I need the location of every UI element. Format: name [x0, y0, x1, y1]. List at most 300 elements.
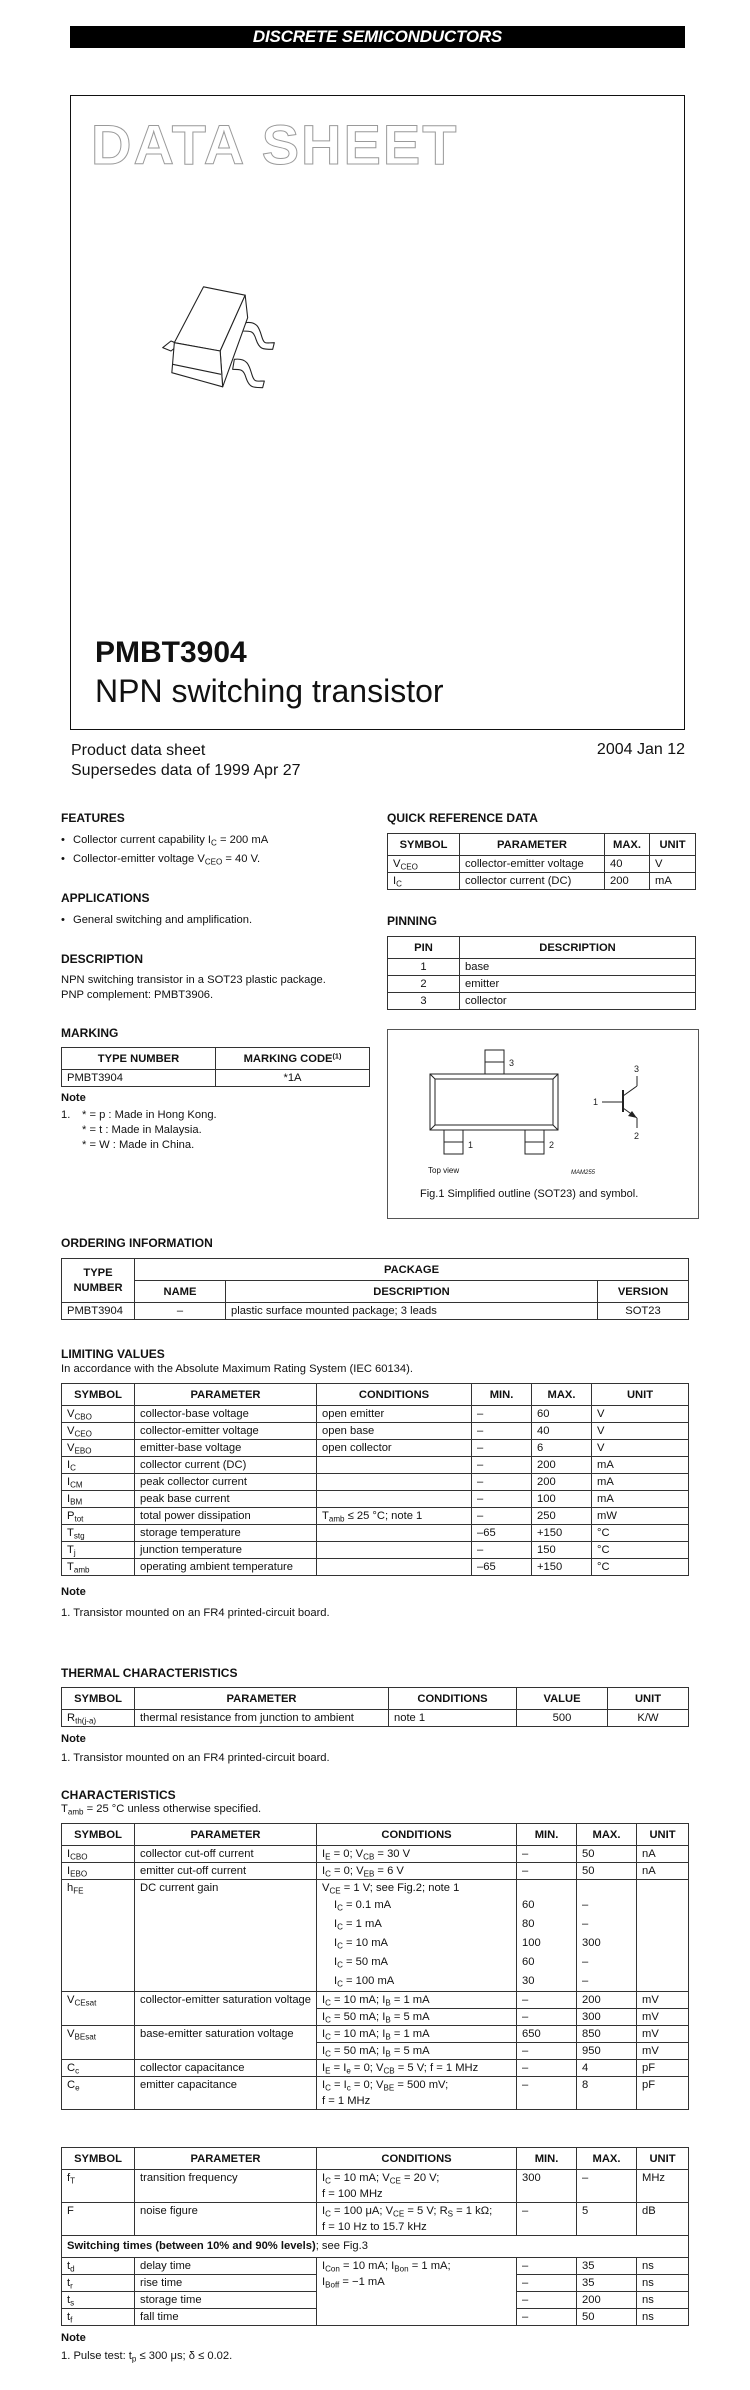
applications-heading: APPLICATIONS: [61, 891, 150, 905]
unit: mA: [650, 873, 696, 890]
parameter: transition frequency: [135, 2170, 317, 2203]
parameter: fall time: [135, 2309, 317, 2326]
order-name: –: [135, 1303, 226, 1320]
limiting-note-heading: Note: [61, 1586, 86, 1598]
col-unit: UNIT: [650, 834, 696, 856]
marking-note-heading: Note: [61, 1092, 86, 1104]
parameter: noise figure: [135, 2203, 317, 2236]
pin: 1: [388, 959, 460, 976]
section-banner: DISCRETE SEMICONDUCTORS: [70, 26, 685, 48]
max: 200: [532, 1474, 592, 1491]
col-max: MAX.: [577, 2148, 637, 2170]
col-description: DESCRIPTION: [226, 1281, 598, 1303]
symbol: $I_{BM}$: [62, 1491, 135, 1508]
symbol: $C_e$: [62, 2077, 135, 2110]
marking-heading: MARKING: [61, 1026, 119, 1040]
col-symbol: SYMBOL: [62, 1688, 135, 1710]
unit: mW: [592, 1508, 689, 1525]
conditions: [317, 1525, 472, 1542]
table-row: [62, 1406, 689, 1423]
conditions: $I_E = I_e = 0$; $V_{CB} = 5$ V; f = 1 MHz: [317, 2060, 517, 2077]
min: –: [517, 1863, 577, 1880]
max: 200: [605, 873, 650, 890]
max: 50: [577, 1863, 637, 1880]
min: –: [472, 1406, 532, 1423]
col-max: MAX.: [605, 834, 650, 856]
parameter: collector cut-off current: [135, 1846, 317, 1863]
conditions: $I_C = 50$ mA; $I_B = 5$ mA: [317, 2043, 517, 2060]
data-sheet-watermark: DATA SHEET: [91, 113, 459, 176]
pinning-section: [387, 914, 699, 1010]
min: –: [472, 1491, 532, 1508]
parameter: delay time: [135, 2258, 317, 2275]
table-row: [388, 959, 696, 976]
parameter: rise time: [135, 2275, 317, 2292]
unit: ns: [637, 2275, 689, 2292]
table-row: [62, 2203, 689, 2236]
col-parameter: PARAMETER: [135, 1824, 317, 1846]
conditions: [317, 1491, 472, 1508]
doc-date: 2004 Jan 12: [596, 741, 685, 758]
parameter: collector-emitter saturation voltage: [135, 1992, 317, 2026]
thermal-heading: THERMAL CHARACTERISTICS: [61, 1666, 238, 1680]
unit: ns: [637, 2258, 689, 2275]
col-max: MAX.: [577, 1824, 637, 1846]
min: –65: [472, 1559, 532, 1576]
min: –: [517, 2009, 577, 2026]
symbol: $I_{CM}$: [62, 1474, 135, 1491]
col-unit: UNIT: [592, 1384, 689, 1406]
pin-label: 3: [509, 1058, 515, 1068]
conditions: open base: [317, 1423, 472, 1440]
conditions: [317, 1542, 472, 1559]
conditions: [317, 1474, 472, 1491]
min: –: [517, 2258, 577, 2275]
conditions: $V_{CE} = 1$ V; see Fig.2; note 1 $I_C = 0.1$ mA $I_C = 1$ mA $I_C = 10$ mA $I_C = 50$ mA $I_C = 100$ mA: [317, 1880, 517, 1992]
max: 5: [577, 2203, 637, 2236]
unit: mV: [637, 2009, 689, 2026]
table-row: [62, 2026, 689, 2043]
thermal-note: 1. Transistor mounted on an FR4 printed-circuit board.: [61, 1752, 330, 1764]
feature-item: • Collector-emitter voltage $V_{CEO} = 40$ V.: [61, 850, 371, 869]
col-package: PACKAGE: [135, 1259, 689, 1281]
symbol: $T_j$: [62, 1542, 135, 1559]
min: –: [517, 2309, 577, 2326]
col-unit: UNIT: [637, 1824, 689, 1846]
symbol: $t_s$: [62, 2292, 135, 2309]
limiting-values-table: [61, 1383, 689, 1576]
doc-type: Product data sheet: [71, 742, 206, 759]
order-version: SOT23: [598, 1303, 689, 1320]
unit: °C: [592, 1542, 689, 1559]
thermal-table: [61, 1687, 689, 1727]
min: 650: [517, 2026, 577, 2043]
sot23-package-drawing: [131, 266, 301, 416]
min: –65: [472, 1525, 532, 1542]
min: –: [517, 2077, 577, 2110]
max: – – 300 – –: [577, 1880, 637, 1992]
application-item: • General switching and amplification.: [61, 911, 371, 930]
col-description: DESCRIPTION: [460, 937, 696, 959]
pinning-heading: PINNING: [387, 914, 438, 928]
parameter: emitter capacitance: [135, 2077, 317, 2110]
characteristics-intro: $T_{amb} = 25$ °C unless otherwise specified.: [61, 1803, 262, 1817]
conditions: $T_{amb} \le 25$ °C; note 1: [317, 1508, 472, 1525]
conditions: $I_C = 0$; $V_{EB} = 6$ V: [317, 1863, 517, 1880]
applications-list: [61, 911, 371, 930]
pinning-table: [387, 936, 696, 1010]
table-row: [62, 1508, 689, 1525]
part-number: PMBT3904: [95, 636, 247, 669]
description-line: PNP complement: PMBT3906.: [61, 989, 214, 1001]
parameter: thermal resistance from junction to ambient: [135, 1710, 389, 1727]
col-unit: UNIT: [608, 1688, 689, 1710]
unit: mV: [637, 2026, 689, 2043]
parameter: emitter cut-off current: [135, 1863, 317, 1880]
max: 6: [532, 1440, 592, 1457]
parameter: operating ambient temperature: [135, 1559, 317, 1576]
pin-label: 2: [634, 1131, 640, 1141]
table-row: [62, 1457, 689, 1474]
col-type-number: TYPE NUMBER: [62, 1259, 135, 1303]
symbol: $V_{BEsat}$: [62, 2026, 135, 2060]
max: +150: [532, 1525, 592, 1542]
table-row: [62, 1525, 689, 1542]
unit: mA: [592, 1491, 689, 1508]
pin-label: 3: [634, 1064, 640, 1074]
switching-times-heading: Switching times (between 10% and 90% levels); see Fig.3: [62, 2236, 689, 2258]
limiting-values-section: [61, 1347, 689, 1621]
part-subtitle: NPN switching transistor: [95, 673, 444, 709]
unit: dB: [637, 2203, 689, 2236]
min: –: [472, 1474, 532, 1491]
description-heading: DESCRIPTION: [61, 952, 144, 966]
unit: nA: [637, 1846, 689, 1863]
limiting-heading: LIMITING VALUES: [61, 1347, 165, 1361]
symbol: $V_{EBO}$: [62, 1440, 135, 1457]
quick-reference-section: [387, 811, 699, 890]
order-description: plastic surface mounted package; 3 leads: [226, 1303, 598, 1320]
max: 4: [577, 2060, 637, 2077]
unit: nA: [637, 1863, 689, 1880]
table-row: [62, 2236, 689, 2258]
pin-label: 1: [468, 1140, 474, 1150]
symbol: $V_{CEsat}$: [62, 1992, 135, 2026]
parameter: DC current gain: [135, 1880, 317, 1992]
conditions: $I_C = 10$ mA; $I_B = 1$ mA: [317, 2026, 517, 2043]
parameter: collector-emitter voltage: [135, 1423, 317, 1440]
characteristics-heading: CHARACTERISTICS: [61, 1788, 176, 1802]
max: 200: [532, 1457, 592, 1474]
figure-outline: [387, 1029, 699, 1219]
marking-type: PMBT3904: [62, 1070, 216, 1087]
min: –: [517, 2275, 577, 2292]
table-row: [388, 873, 696, 890]
parameter: junction temperature: [135, 1542, 317, 1559]
conditions: note 1: [389, 1710, 517, 1727]
max: 950: [577, 2043, 637, 2060]
ordering-table: [61, 1258, 689, 1320]
max: 40: [605, 856, 650, 873]
max: 200: [577, 2292, 637, 2309]
table-row: [62, 1846, 689, 1863]
parameter: storage temperature: [135, 1525, 317, 1542]
min: –: [472, 1423, 532, 1440]
col-marking-code: MARKING CODE$^{(1)}$: [216, 1048, 370, 1070]
conditions: $I_C = 100$ μA; $V_{CE} = 5$ V; $R_S = 1$ kΩ; f = 10 Hz to 15.7 kHz: [317, 2203, 517, 2236]
conditions: $I_{Con} = 10$ mA; $I_{Bon} = 1$ mA; $I_{Boff} = -1$ mA: [317, 2258, 517, 2326]
col-name: NAME: [135, 1281, 226, 1303]
table-row: [62, 1542, 689, 1559]
marking-table: [61, 1047, 370, 1087]
unit: mV: [637, 1992, 689, 2009]
max: 35: [577, 2258, 637, 2275]
parameter: collector current (DC): [460, 873, 605, 890]
unit: mA: [592, 1474, 689, 1491]
parameter: peak base current: [135, 1491, 317, 1508]
symbol: $R_{th(j-a)}$: [62, 1710, 135, 1727]
characteristics-note: 1. Pulse test: $t_p \le 300$ μs; δ ≤ 0.02.: [61, 2350, 233, 2364]
conditions: $I_C = 10$ mA; $I_B = 1$ mA: [317, 1992, 517, 2009]
max: 850: [577, 2026, 637, 2043]
features-list: [61, 831, 371, 869]
col-symbol: SYMBOL: [62, 2148, 135, 2170]
table-row: [62, 1491, 689, 1508]
table-row: [62, 1070, 370, 1087]
table-row: [388, 856, 696, 873]
applications-section: [61, 891, 371, 930]
table-row: [62, 1992, 689, 2009]
conditions: [317, 1559, 472, 1576]
max: –: [577, 2170, 637, 2203]
description: collector: [460, 993, 696, 1010]
col-parameter: PARAMETER: [135, 2148, 317, 2170]
conditions: $I_E = 0$; $V_{CB} = 30$ V: [317, 1846, 517, 1863]
unit: ns: [637, 2309, 689, 2326]
col-value: VALUE: [517, 1688, 608, 1710]
parameter: peak collector current: [135, 1474, 317, 1491]
unit: V: [592, 1423, 689, 1440]
conditions: $I_C = I_c = 0$; $V_{BE} = 500$ mV; f = 1 MHz: [317, 2077, 517, 2110]
thermal-note-heading: Note: [61, 1733, 86, 1745]
pin: 3: [388, 993, 460, 1010]
characteristics-table-2: [61, 2147, 689, 2326]
min: 300: [517, 2170, 577, 2203]
min: –: [517, 1992, 577, 2009]
symbol: $C_c$: [62, 2060, 135, 2077]
ordering-heading: ORDERING INFORMATION: [61, 1236, 213, 1250]
col-pin: PIN: [388, 937, 460, 959]
symbol: $I_{CBO}$: [62, 1846, 135, 1863]
col-conditions: CONDITIONS: [317, 2148, 517, 2170]
min: –: [472, 1457, 532, 1474]
limiting-intro: In accordance with the Absolute Maximum Rating System (IEC 60134).: [61, 1363, 413, 1375]
description-line: NPN switching transistor in a SOT23 plastic package.: [61, 974, 326, 986]
symbol: $h_{FE}$: [62, 1880, 135, 1992]
col-version: VERSION: [598, 1281, 689, 1303]
table-row: [62, 2170, 689, 2203]
table-row: [62, 2258, 689, 2275]
symbol: $T_{stg}$: [62, 1525, 135, 1542]
parameter: emitter-base voltage: [135, 1440, 317, 1457]
unit: [637, 1880, 689, 1992]
max: 100: [532, 1491, 592, 1508]
max: 60: [532, 1406, 592, 1423]
table-row: [388, 993, 696, 1010]
max: 35: [577, 2275, 637, 2292]
symbol: $t_f$: [62, 2309, 135, 2326]
col-parameter: PARAMETER: [135, 1688, 389, 1710]
features-section: [61, 811, 371, 869]
symbol: $t_r$: [62, 2275, 135, 2292]
parameter: collector capacitance: [135, 2060, 317, 2077]
characteristics-table: [61, 1823, 689, 2110]
max: 50: [577, 2309, 637, 2326]
parameter: collector current (DC): [135, 1457, 317, 1474]
min: –: [517, 2203, 577, 2236]
col-symbol: SYMBOL: [62, 1824, 135, 1846]
parameter: collector-emitter voltage: [460, 856, 605, 873]
conditions: $I_C = 50$ mA; $I_B = 5$ mA: [317, 2009, 517, 2026]
col-conditions: CONDITIONS: [317, 1384, 472, 1406]
unit: V: [592, 1406, 689, 1423]
max: 40: [532, 1423, 592, 1440]
col-min: MIN.: [517, 2148, 577, 2170]
max: 200: [577, 1992, 637, 2009]
feature-item: • Collector current capability $I_C = 200$ mA: [61, 831, 371, 850]
table-row: [62, 1423, 689, 1440]
ordering-section: [61, 1236, 689, 1320]
conditions: $I_C = 10$ mA; $V_{CE} = 20$ V; f = 100 MHz: [317, 2170, 517, 2203]
col-parameter: PARAMETER: [135, 1384, 317, 1406]
unit: K/W: [608, 1710, 689, 1727]
min: –: [472, 1508, 532, 1525]
max: 8: [577, 2077, 637, 2110]
symbol: $V_{CBO}$: [62, 1406, 135, 1423]
quick-reference-table: [387, 833, 696, 890]
col-conditions: CONDITIONS: [389, 1688, 517, 1710]
unit: °C: [592, 1525, 689, 1542]
min: –: [517, 2043, 577, 2060]
unit: mV: [637, 2043, 689, 2060]
unit: pF: [637, 2077, 689, 2110]
symbol: $f_T$: [62, 2170, 135, 2203]
table-row: [62, 2077, 689, 2110]
symbol: $I_{EBO}$: [62, 1863, 135, 1880]
symbol: F: [62, 2203, 135, 2236]
supersedes: Supersedes data of 1999 Apr 27: [71, 762, 301, 779]
top-view-label: Top view: [428, 1166, 460, 1175]
col-type-number: TYPE NUMBER: [62, 1048, 216, 1070]
figure-caption: Fig.1 Simplified outline (SOT23) and symbol.: [420, 1188, 639, 1200]
max: 250: [532, 1508, 592, 1525]
symbol: $t_d$: [62, 2258, 135, 2275]
description: base: [460, 959, 696, 976]
description: emitter: [460, 976, 696, 993]
parameter: base-emitter saturation voltage: [135, 2026, 317, 2060]
table-row: [62, 1559, 689, 1576]
table-row: [62, 1474, 689, 1491]
min: 60 80 100 60 30: [517, 1880, 577, 1992]
table-row: [62, 1440, 689, 1457]
symbol: $I_C$: [62, 1457, 135, 1474]
unit: MHz: [637, 2170, 689, 2203]
characteristics-section: [61, 1788, 689, 2110]
table-row: [62, 2060, 689, 2077]
col-min: MIN.: [517, 1824, 577, 1846]
thermal-section: [61, 1666, 689, 1766]
quick-reference-heading: QUICK REFERENCE DATA: [387, 811, 538, 825]
marking-code: *1A: [216, 1070, 370, 1087]
conditions: open collector: [317, 1440, 472, 1457]
max: 150: [532, 1542, 592, 1559]
value: 500: [517, 1710, 608, 1727]
parameter: collector-base voltage: [135, 1406, 317, 1423]
min: –: [517, 1846, 577, 1863]
characteristics-continued-section: [61, 2147, 689, 2364]
marking-section: [61, 1026, 371, 1153]
pin-label: 1: [593, 1097, 599, 1107]
symbol: $T_{amb}$: [62, 1559, 135, 1576]
unit: °C: [592, 1559, 689, 1576]
col-symbol: SYMBOL: [388, 834, 460, 856]
min: –: [472, 1440, 532, 1457]
unit: V: [650, 856, 696, 873]
limiting-note: 1. Transistor mounted on an FR4 printed-circuit board.: [61, 1607, 330, 1619]
unit: pF: [637, 2060, 689, 2077]
parameter: total power dissipation: [135, 1508, 317, 1525]
symbol: $P_{tot}$: [62, 1508, 135, 1525]
table-row: [62, 1863, 689, 1880]
marking-note: 1. * = p : Made in Hong Kong. * = t : Made in Malaysia. * = W : Made in China.: [61, 1109, 217, 1151]
cover-box: [70, 95, 685, 730]
col-symbol: SYMBOL: [62, 1384, 135, 1406]
order-type: PMBT3904: [62, 1303, 135, 1320]
max: +150: [532, 1559, 592, 1576]
figure-code: MAM255: [571, 1170, 596, 1176]
symbol: $I_C$: [388, 873, 460, 890]
col-unit: UNIT: [637, 2148, 689, 2170]
conditions: open emitter: [317, 1406, 472, 1423]
col-parameter: PARAMETER: [460, 834, 605, 856]
description-section: [61, 952, 381, 1003]
conditions: [317, 1457, 472, 1474]
unit: V: [592, 1440, 689, 1457]
unit: ns: [637, 2292, 689, 2309]
symbol: $V_{CEO}$: [388, 856, 460, 873]
characteristics-note-heading: Note: [61, 2332, 86, 2344]
table-row: [62, 1880, 689, 1992]
table-row: [62, 1303, 689, 1320]
symbol: $V_{CEO}$: [62, 1423, 135, 1440]
max: 50: [577, 1846, 637, 1863]
sot23-outline-drawing: [388, 1030, 700, 1180]
min: –: [517, 2292, 577, 2309]
pin-label: 2: [549, 1140, 555, 1150]
max: 300: [577, 2009, 637, 2026]
document-meta: [71, 741, 301, 781]
col-conditions: CONDITIONS: [317, 1824, 517, 1846]
parameter: storage time: [135, 2292, 317, 2309]
unit: mA: [592, 1457, 689, 1474]
features-heading: FEATURES: [61, 811, 125, 825]
min: –: [472, 1542, 532, 1559]
table-row: [62, 1710, 689, 1727]
col-min: MIN.: [472, 1384, 532, 1406]
table-row: [388, 976, 696, 993]
pin: 2: [388, 976, 460, 993]
min: –: [517, 2060, 577, 2077]
